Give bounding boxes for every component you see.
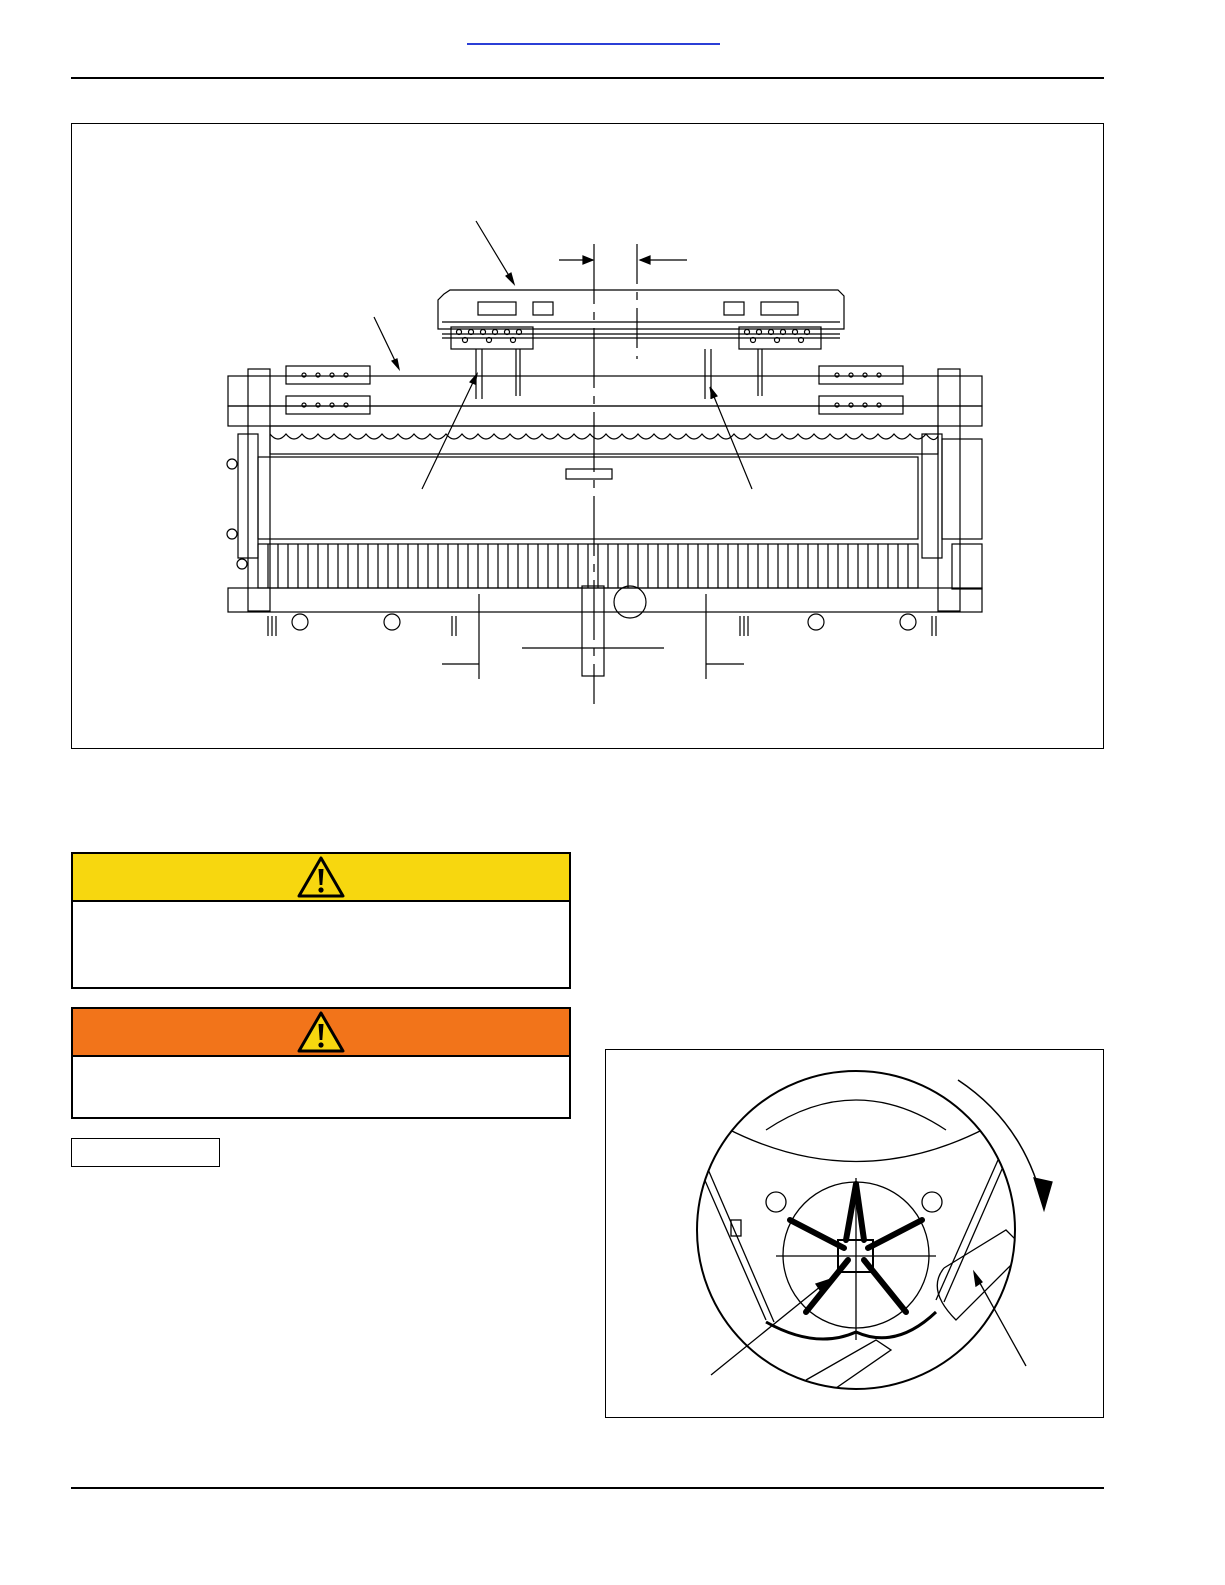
reel-detail-drawing: [606, 1050, 1102, 1416]
top-rule: [71, 77, 1104, 79]
header-link[interactable]: [467, 43, 720, 45]
bottom-rule: [71, 1487, 1104, 1489]
warning-band: [73, 1009, 569, 1057]
header-assembly-drawing: [72, 124, 1102, 747]
notice-label-box: [71, 1138, 220, 1167]
caution-message-box: [71, 852, 571, 989]
figure-header-assembly: [71, 123, 1104, 749]
warning-triangle-icon: [296, 855, 346, 899]
warning-message-box: [71, 1007, 571, 1119]
warning-triangle-icon: [296, 1010, 346, 1054]
caution-band: [73, 854, 569, 902]
figure-reel-detail: [605, 1049, 1104, 1418]
